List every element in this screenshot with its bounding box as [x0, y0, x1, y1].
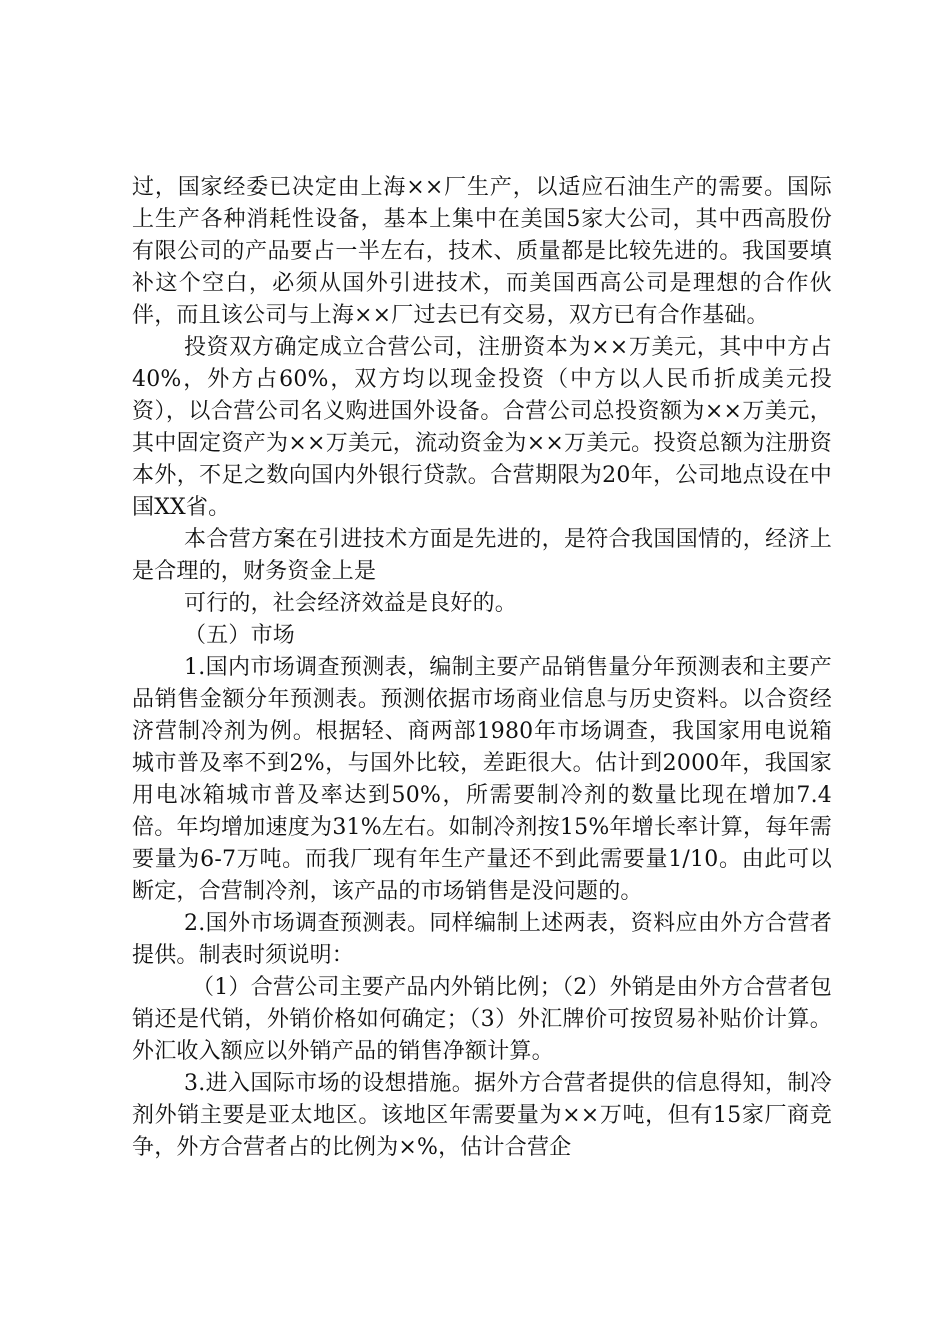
paragraph-plan-assessment: 本合营方案在引进技术方面是先进的，是符合我国国情的，经济上是合理的，财务资金上是: [132, 527, 832, 584]
paragraph-investment-terms: 投资双方确定成立合营公司，注册资本为××万美元，其中中方占40%，外方占60%，双方均以现金投资（中方以人民币折成美元投资），以合营公司名义购进国外设备。合营公司总投资额为××万美元，其中固定资产为××万美元，流动资金为××万美元。投资总额为注册资本外，不足之数向国内外银行贷款。合营期限为20年，公司地点设在中国XX省。: [132, 335, 832, 520]
paragraph-plan-assessment-continued: 可行的，社会经济效益是良好的。: [184, 591, 518, 616]
paragraph-cooperation-background: 过，国家经委已决定由上海××厂生产，以适应石油生产的需要。国际上生产各种消耗性设备，基本上集中在美国5家大公司，其中西高股份有限公司的产品要占一半左右，技术、质量都是比较先进的。我国要填补这个空白，必须从国外引进技术，而美国西高公司是理想的合作伙伴，而且该公司与上海××厂过去已有交易，双方已有合作基础。: [132, 175, 832, 328]
paragraph-foreign-market: 2.国外市场调查预测表。同样编制上述两表，资料应由外方合营者提供。制表时须说明：: [132, 911, 832, 968]
paragraph-foreign-market-notes: （1）合营公司主要产品内外销比例；（2）外销是由外方合营者包销还是代销，外销价格如何确定；（3）外汇牌价可按贸易补贴价计算。外汇收入额应以外销产品的销售净额计算。: [132, 975, 832, 1064]
document-page: [132, 172, 832, 1164]
paragraph-international-market-measures: 3.进入国际市场的设想措施。据外方合营者提供的信息得知，制冷剂外销主要是亚太地区。该地区年需要量为××万吨，但有15家厂商竞争，外方合营者占的比例为×%，估计合营企: [132, 1071, 832, 1160]
paragraph-domestic-market: 1.国内市场调查预测表，编制主要产品销售量分年预测表和主要产品销售金额分年预测表。预测依据市场商业信息与历史资料。以合资经济营制冷剂为例。根据轻、商两部1980年市场调查，我国家用电说箱城市普及率不到2%，与国外比较，差距很大。估计到2000年，我国家用电冰箱城市普及率达到50%，所需要制冷剂的数量比现在增加7.4倍。年均增加速度为31%左右。如制冷剂按15%年增长率计算，每年需要量为6-7万吨。而我厂现有年生产量还不到此需要量1/10。由此可以断定，合营制冷剂，该产品的市场销售是没问题的。: [132, 655, 832, 904]
section-heading-market: （五）市场: [184, 623, 296, 648]
